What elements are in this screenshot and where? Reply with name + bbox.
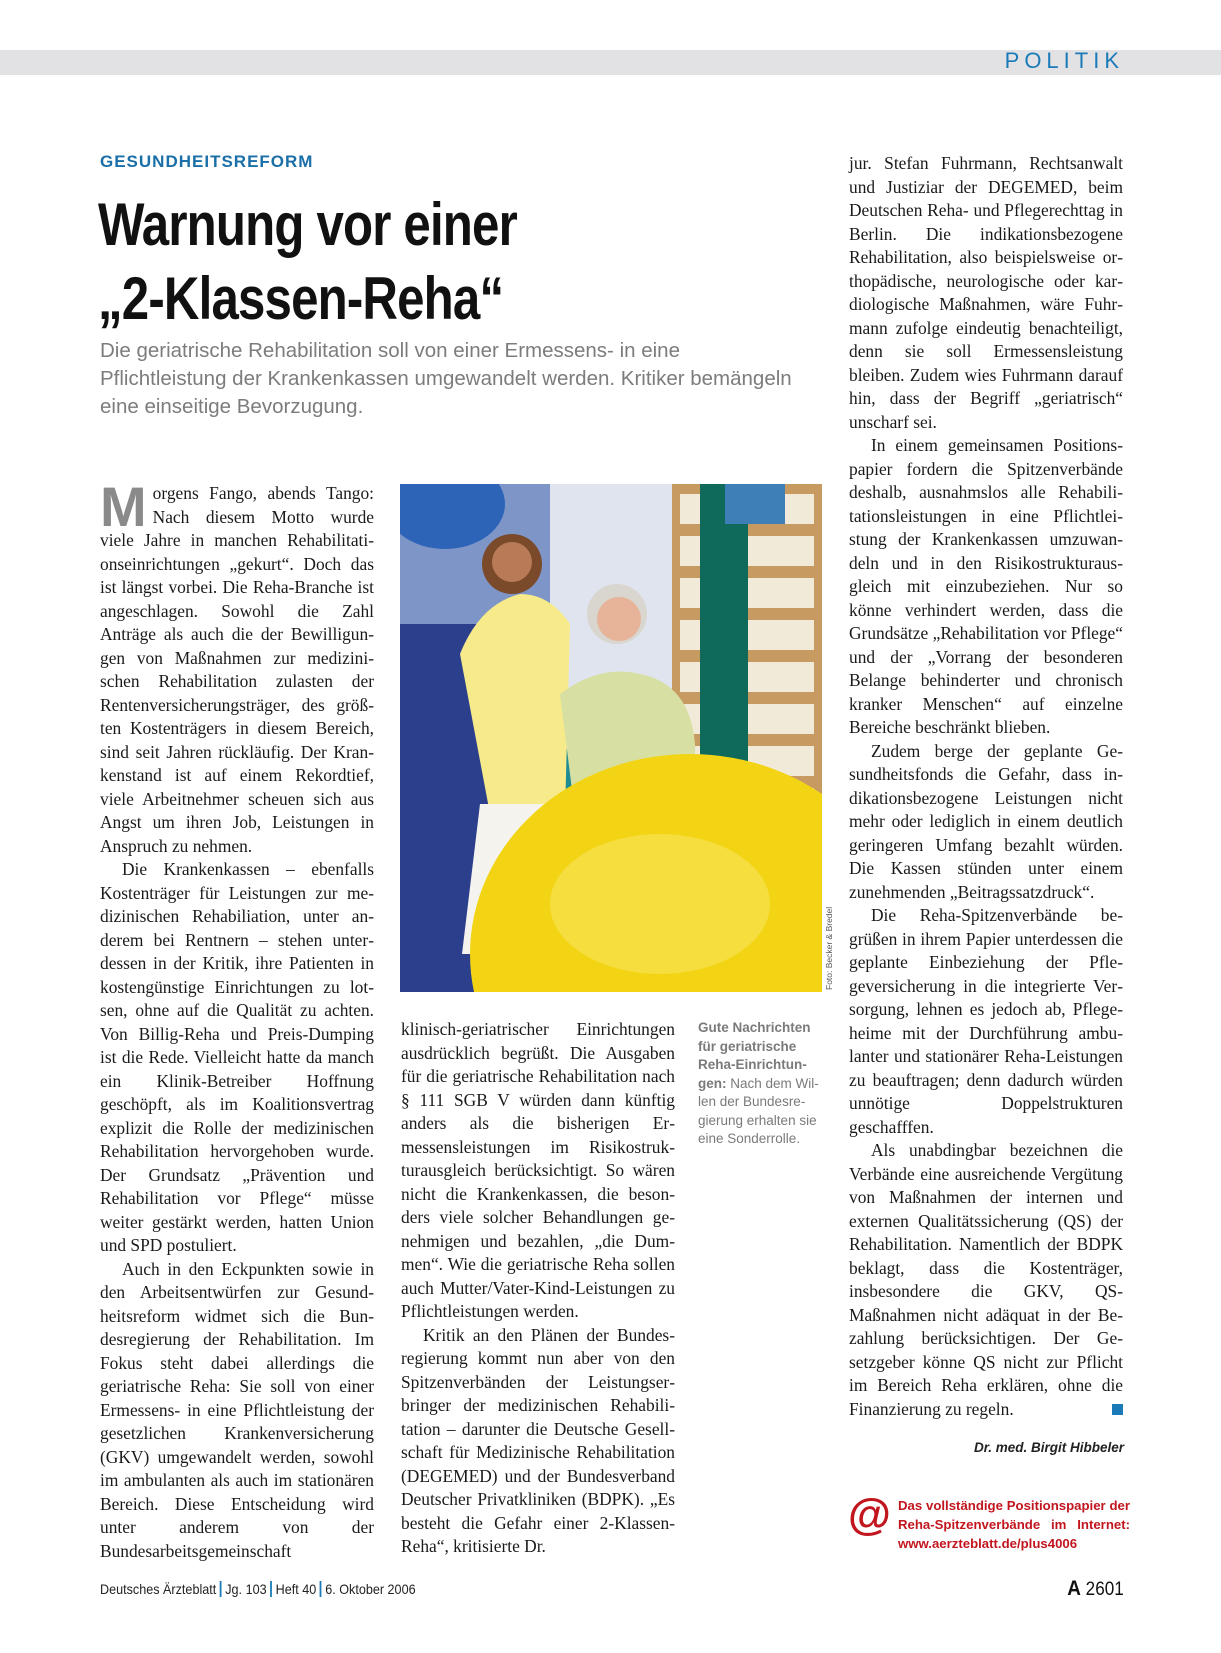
article-photo [400, 484, 822, 992]
section-label: POLITIK [1004, 48, 1124, 73]
paragraph: jur. Stefan Fuhrmann, Rechtsanwalt und Justiziar der DEGEMED, beim Deutschen Reha- und Pflegerechttag in Berlin. Die indikationsbezogene Rehabilitation, also beispielsweise orthopädische, neurologische oder kardiologische Maßnahmen, wäre Fuhrmann zufolge eindeutig benachteiligt, denn sie soll Ermessensleistung bleiben. Zudem wies Fuhrmann darauf hin, dass der Begriff „geriatrisch“ unscharf sei. [849, 153, 1123, 432]
paragraph-text: Als unabdingbar bezeichnen die Verbände eine ausreichende Vergütung von Maßnahmen der internen und externen Qualitätssicherung (QS) der Rehabilitation. Namentlich der BDPK beklagt, dass die Kostenträger, insbesondere die GKV, QS-Maßnahmen nicht adäquat in der Bezahlung berücksichtigen. Der Gesetzgeber könne QS nicht zur Pflicht im Bereich Reha erklären, ohne die Finanzierung zu regeln. [849, 1140, 1123, 1419]
photo-credit-text: Foto: Becker & Bredel [824, 906, 834, 990]
text-column-2 [401, 1018, 675, 1559]
paragraph: Die Krankenkassen – ebenfalls Kostenträger für Leistungen zur medizinischen Rehabiliation, unter anderem bei Rentnern – stehen unterdessen in der Kritik, ihre Patienten in kostengünstige Einrichtungen zu lotsen, ohne auf die Qualität zu achten. Von Billig-Reha und Preis-Dumping ist die Rede. Vielleicht hatte da manch ein Klinik-Betreiber Hoffnung geschöpft, als im Koalitionsvertrag explizit die Rolle der medizinischen Rehabilitation hervorgehoben wurde. Der Grundsatz „Prävention und Rehabilitation vor Pflege“ müsse weiter gestärkt werden, hatten Union und SPD postuliert. [100, 859, 374, 1255]
page-prefix: A [1067, 1577, 1082, 1600]
footer-volume: Jg. 103 [225, 1581, 267, 1597]
text-column-1 [100, 475, 374, 1563]
paragraph [849, 1139, 1123, 1421]
web-link-text[interactable]: Das vollständige Positionspapier der Reha-Spitzenverbände im Internet: www.aerzteblatt.de/plus4006 [898, 1498, 1130, 1551]
page-number [1068, 1577, 1124, 1601]
paragraph: In einem gemeinsamen Positionspapier fordern die Spitzenverbände deshalb, ausnahmslos alle Rehabilitationsleistungen in eine Pflichtleistung der Krankenkassen umzuwandeln und in den Risikostrukturausgleich mit einzubeziehen. Nur so könne verhindert werden, dass die Grundsätze „Rehabilitation vor Pflege“ und der „Vorrang der besonderen Belange behinderter und chronisch kranker Menschen“ auf einzelne Bereiche beschränkt blieben. [849, 435, 1123, 737]
footer-issue: Heft 40 [275, 1581, 317, 1597]
article-lead: Die geriatrische Rehabilitation soll von einer Ermessens- in eine Pflichtleistung der Krankenkassen umgewandelt werden. Kritiker bemängeln eine einseitige Bevorzugung. [100, 339, 792, 418]
end-mark-icon [1112, 1404, 1123, 1415]
headline-line-2: „2-Klassen-Reha“ [98, 265, 504, 332]
footer-date: 6. Oktober 2006 [325, 1581, 416, 1597]
page-number-value: 2601 [1085, 1579, 1124, 1600]
article-kicker: GESUNDHEITSREFORM [100, 152, 314, 171]
article-author: Dr. med. Birgit Hibbeler [973, 1440, 1124, 1455]
caption-title: Gute Nachrichten für geriatrische Reha-Einrichtungen: [698, 1020, 811, 1091]
footer-journal: Deutsches Ärzteblatt [100, 1581, 217, 1597]
caption-text: Nach dem Willen der Bundesregierung erhalten sie eine Sonderrolle. [698, 1075, 819, 1146]
paragraph [100, 475, 374, 858]
paragraph: Die Reha-Spitzenverbände begrüßen in ihrem Papier unterdessen die geplante Einbeziehung der Pflegeversicherung in die integrierte Versorgung, lehnen es jedoch ab, Pflegeheime mit der Durchführung ambulanter und stationärer Reha-Leistungen zu beauftragen; denn dadurch würden unnötige Doppelstrukturen geschafffen. [849, 905, 1123, 1137]
paragraph: Auch in den Eckpunkten sowie in den Arbeitsentwürfen zur Gesundheitsreform widmet sich die Bundesregierung der Rehabilitation. Im Fokus steht dabei allerdings die geriatrische Reha: Sie soll von einer Ermessens- in eine Pflichtleistung der gesetzlichen Krankenversicherung (GKV) umgewandelt werden, sowohl im ambulanten als auch im stationären Bereich. Diese Entscheidung wird unter anderem von der Bundesarbeitsgemeinschaft [100, 1258, 374, 1561]
photo-caption [698, 1019, 823, 1149]
photo-credit [822, 906, 836, 990]
photo-illustration [400, 484, 822, 992]
article-headline [98, 188, 688, 336]
headline-line-1: Warnung vor einer [98, 191, 517, 258]
paragraph: Kritik an den Plänen der Bundesregierung kommt nun aber von den Spitzenverbänden der Leistungserbringer der medizinischen Rehabilitation – darunter die Deutsche Gesellschaft für Medizinische Rehabilitation (DEGEMED) und der Bundesverband Deutscher Privatkliniken (BDPK). „Es besteht die Gefahr einer 2-Klassen-Reha“, kritisierte Dr. [401, 1324, 675, 1556]
text-column-3 [849, 152, 1123, 1421]
paragraph: klinisch-geriatrischer Einrichtungen ausdrücklich begrüßt. Die Ausgaben für die geriatrische Rehabilitation nach § 111 SGB V würden dann künftig anders als die bisherigen Ermessensleistungen im Risikostrukturausgleich berücksichtigt. So wären nicht die Krankenkassen, die besonders viele solcher Behandlungen genehmigen und bezahlen, „die Dummen“. Wie die geriatrische Reha sollen auch Mutter/Vater-Kind-Leistungen zu Pflichtleistungen werden. [401, 1019, 675, 1321]
footer-separator [220, 1581, 222, 1597]
paragraph-text: orgens Fango, abends Tango: Nach diesem Motto wurde viele Jahre in manchen Rehabilitationseinrichtungen „gekurt“. Doch das ist längst vorbei. Die Reha-Branche ist angeschlagen. Sowohl die Zahl Anträge als auch die der Bewilligungen von Maßnahmen zur medizinischen Rehabilitation zulasten der Rentenversicherungsträger, des größten Kostenträgers in diesem Bereich, sind seit Jahren rückläufig. Der Krankenstand ist auf einem Rekordtief, viele Arbeitnehmer scheuen sich aus Angst um ihren Job, Leistungen in Anspruch zu nehmen. [100, 483, 374, 856]
paragraph: Zudem berge der geplante Gesundheitsfonds die Gefahr, dass indikationsbezogene Leistungen nicht mehr oder lediglich in einem deutlich geringeren Umfang bezahlt würden. Die Kassen stünden unter einem zunehmenden „Beitragssatzdruck“. [849, 740, 1123, 902]
at-icon: @ [848, 1490, 891, 1539]
footer-separator [320, 1581, 322, 1597]
footer-separator [270, 1581, 272, 1597]
dropcap: M [100, 475, 147, 538]
page-footer [100, 1581, 416, 1597]
